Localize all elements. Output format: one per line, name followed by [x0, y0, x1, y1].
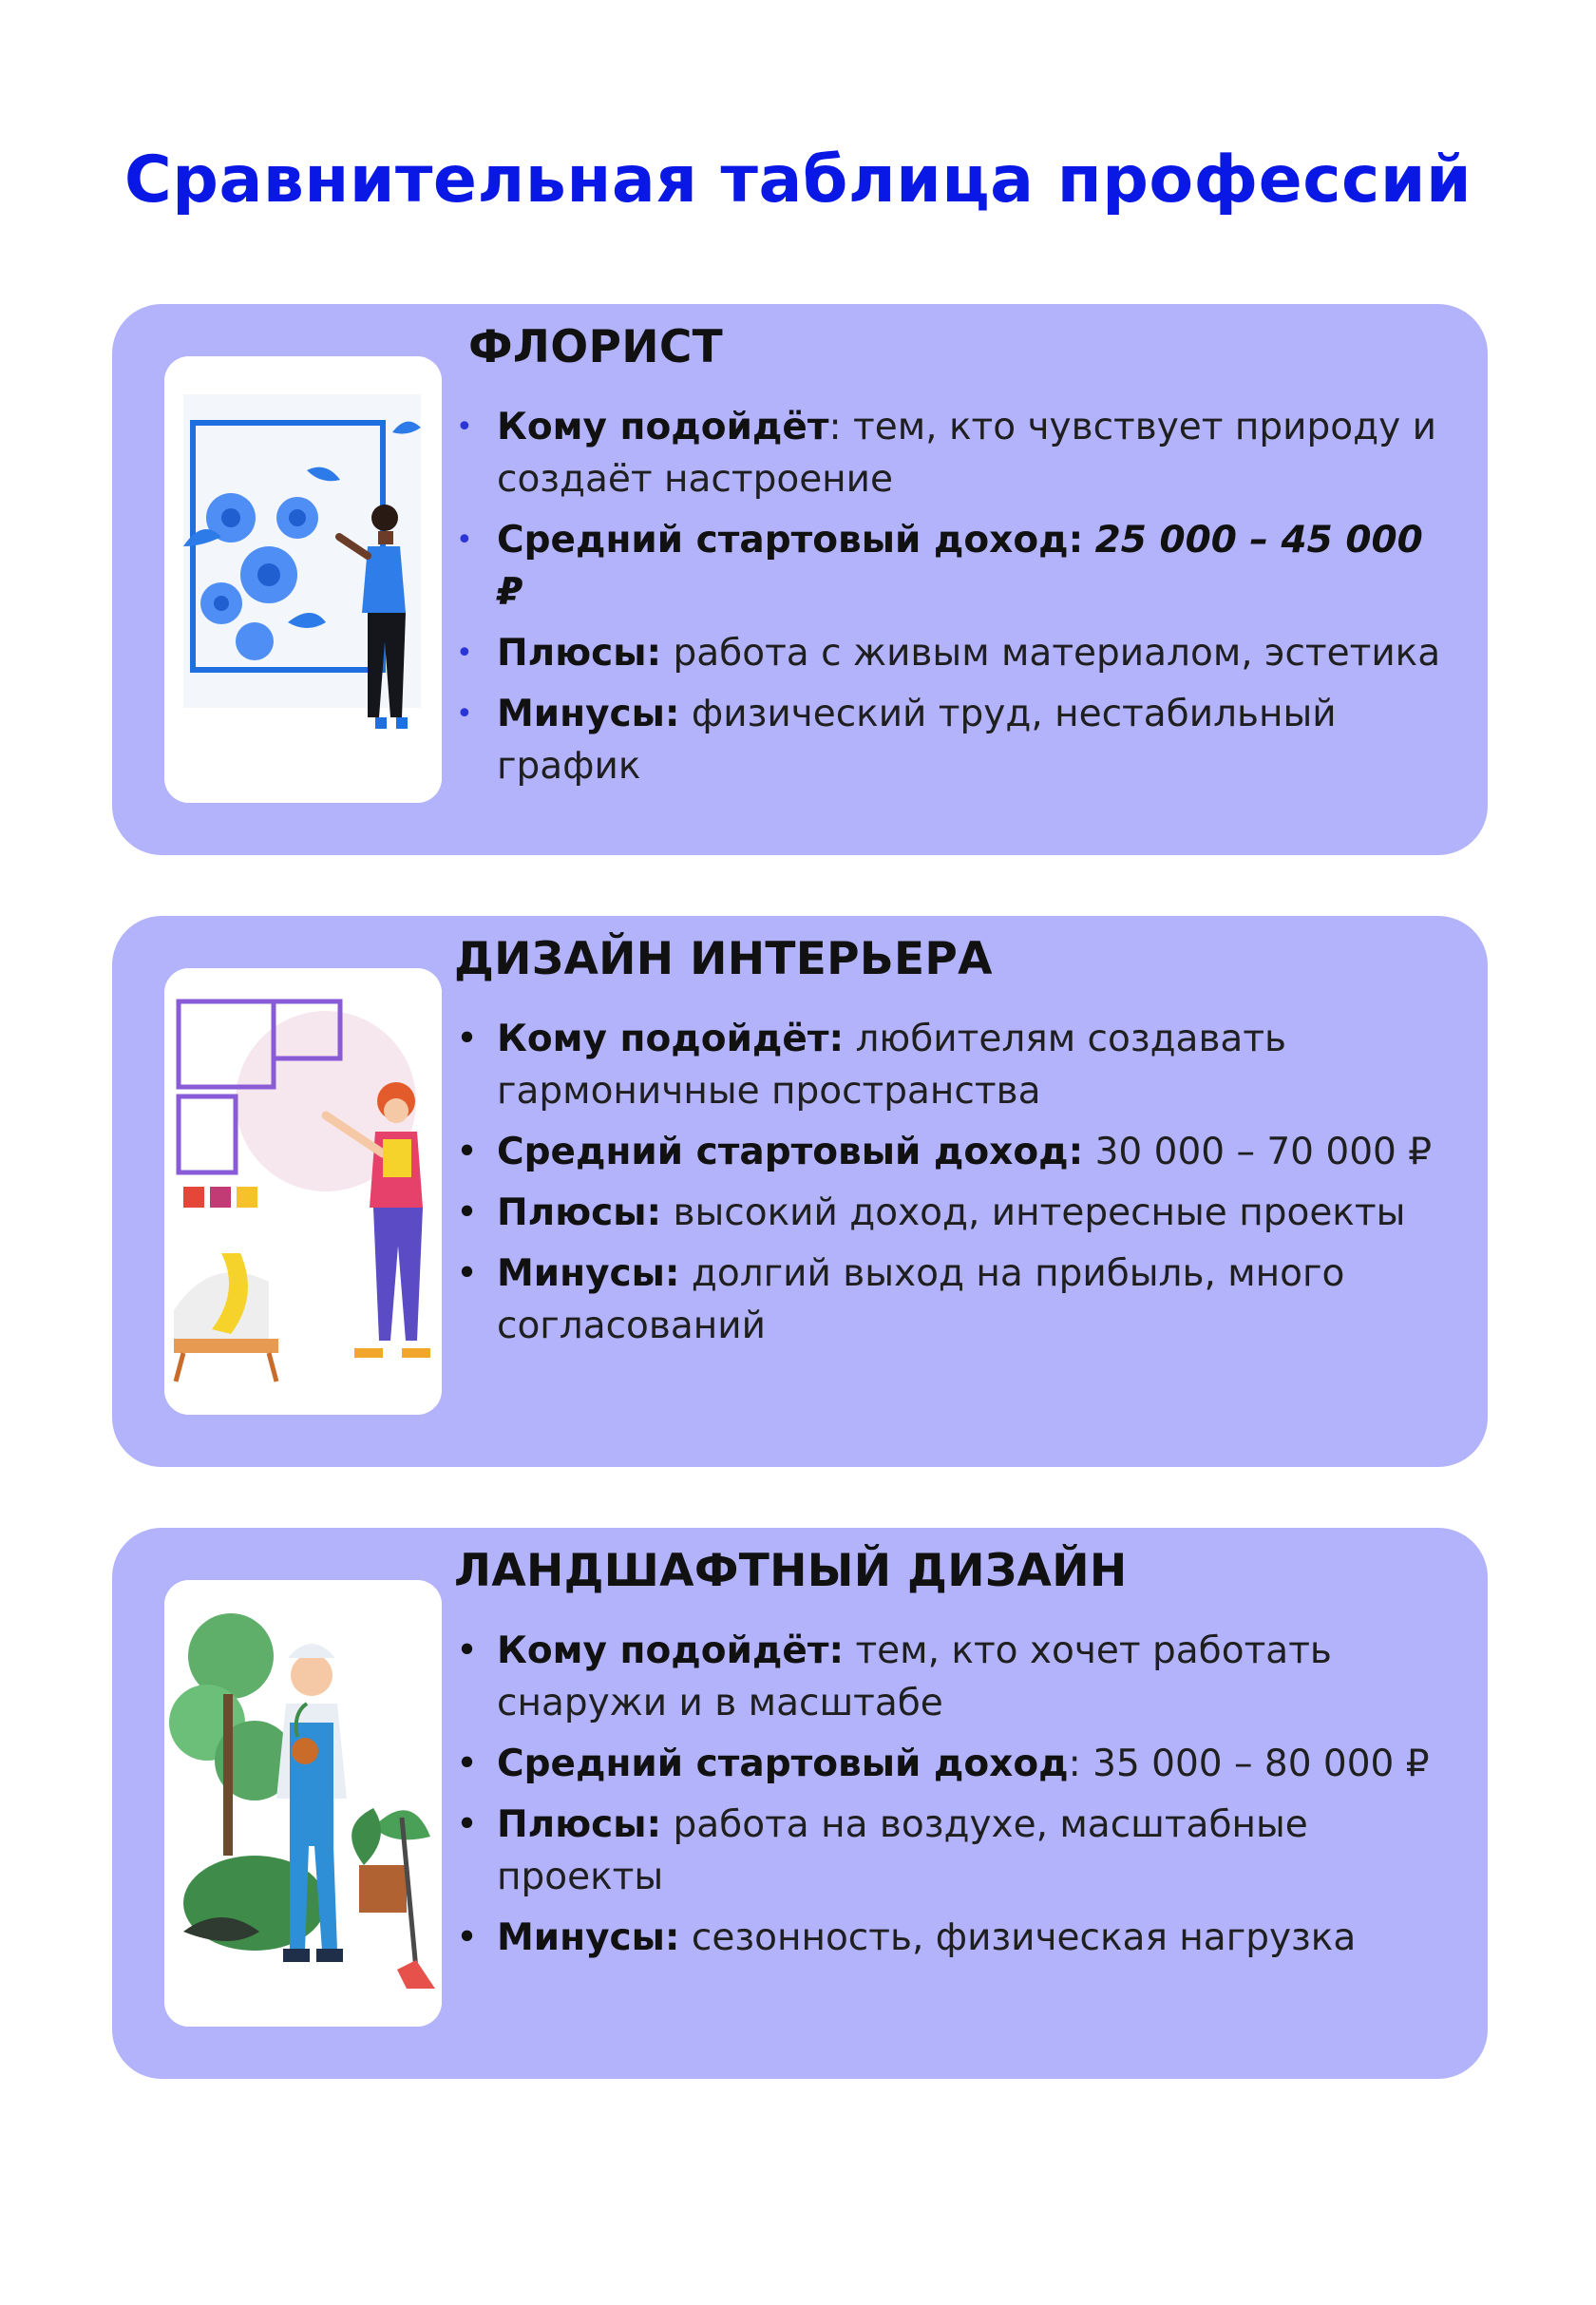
item-label: Кому подойдёт: — [497, 1018, 845, 1060]
florist-illustration — [164, 356, 442, 803]
item-label: Минусы: — [497, 1916, 680, 1959]
item-value: тем, кто чувствует природу и создаёт настроение — [497, 406, 1436, 501]
item-value: работа с живым материалом, эстетика — [673, 632, 1441, 675]
item-label: Минусы: — [497, 693, 680, 735]
item-value: долгий выход на прибыль, много согласований — [497, 1252, 1345, 1347]
bullet-icon: • — [456, 1131, 479, 1173]
interior-designer-illustration — [164, 968, 442, 1415]
profession-details-list — [454, 1625, 1461, 1972]
bullet-icon: • — [456, 1916, 479, 1959]
item-label: Средний стартовый доход: — [497, 1131, 1084, 1173]
bullet-icon: • — [456, 524, 473, 557]
item-value: 35 000 – 80 000 ₽ — [1092, 1743, 1430, 1785]
list-item-pros — [454, 627, 1461, 679]
list-item-cons — [454, 1248, 1461, 1352]
item-value: сезонность, физическая нагрузка — [691, 1916, 1357, 1959]
item-value: физический труд, нестабильный график — [497, 693, 1337, 788]
list-item-fit: • Кому подойдёт: тем, кто чувствует природу и создаёт настроение — [454, 401, 1461, 505]
item-label: Кому подойдёт: — [497, 1629, 845, 1672]
profession-details-list — [454, 401, 1461, 801]
item-label: Средний стартовый доход — [497, 1743, 1069, 1785]
bullet-icon: • — [456, 410, 473, 444]
item-label: Минусы: — [497, 1252, 680, 1295]
bullet-icon: • — [456, 1191, 479, 1234]
item-label: Плюсы: — [497, 632, 662, 675]
list-item-fit — [454, 1625, 1461, 1729]
item-value: любителям создавать гармоничные пространства — [497, 1018, 1287, 1113]
card-title: ЛАНДШАФТНЫЙ ДИЗАЙН — [454, 1545, 1128, 1597]
item-value: 30 000 – 70 000 ₽ — [1094, 1131, 1433, 1173]
item-label: Плюсы: — [497, 1191, 662, 1234]
profession-card-landscape-design — [112, 1528, 1488, 2079]
list-item-pros — [454, 1187, 1461, 1239]
item-label: Плюсы: — [497, 1803, 662, 1846]
bullet-icon: • — [456, 1018, 479, 1060]
item-label: Кому подойдёт — [497, 406, 829, 448]
list-item-fit — [454, 1013, 1461, 1117]
list-item-pros — [454, 1799, 1461, 1903]
landscape-gardener-illustration — [164, 1580, 442, 2027]
card-title: ДИЗАЙН ИНТЕРЬЕРА — [454, 933, 993, 985]
bullet-icon: • — [456, 1803, 479, 1846]
list-item-income: • Средний стартовый доход: 35 000 – 80 000 ₽ — [454, 1738, 1461, 1790]
card-title: ФЛОРИСТ — [468, 321, 724, 373]
item-value: работа на воздухе, масштабные проекты — [497, 1803, 1308, 1898]
list-item-cons — [454, 688, 1461, 792]
list-item-cons — [454, 1912, 1461, 1964]
profession-card-interior-design — [112, 916, 1488, 1467]
item-value: высокий доход, интересные проекты — [673, 1191, 1406, 1234]
profession-details-list — [454, 1013, 1461, 1361]
item-value: 25 000 – 45 000 ₽ — [497, 519, 1423, 614]
bullet-icon: • — [456, 697, 473, 731]
page-title: Сравнительная таблица профессий — [124, 143, 1472, 218]
list-item-income — [454, 1126, 1461, 1178]
bullet-icon: • — [456, 1743, 479, 1785]
list-item-income — [454, 514, 1461, 619]
item-label: Средний стартовый доход: — [497, 519, 1084, 562]
item-value: тем, кто хочет работать снаружи и в масштабе — [497, 1629, 1332, 1724]
bullet-icon: • — [456, 637, 473, 670]
profession-card-florist — [112, 304, 1488, 855]
bullet-icon: • — [456, 1252, 479, 1295]
bullet-icon: • — [456, 1629, 479, 1672]
